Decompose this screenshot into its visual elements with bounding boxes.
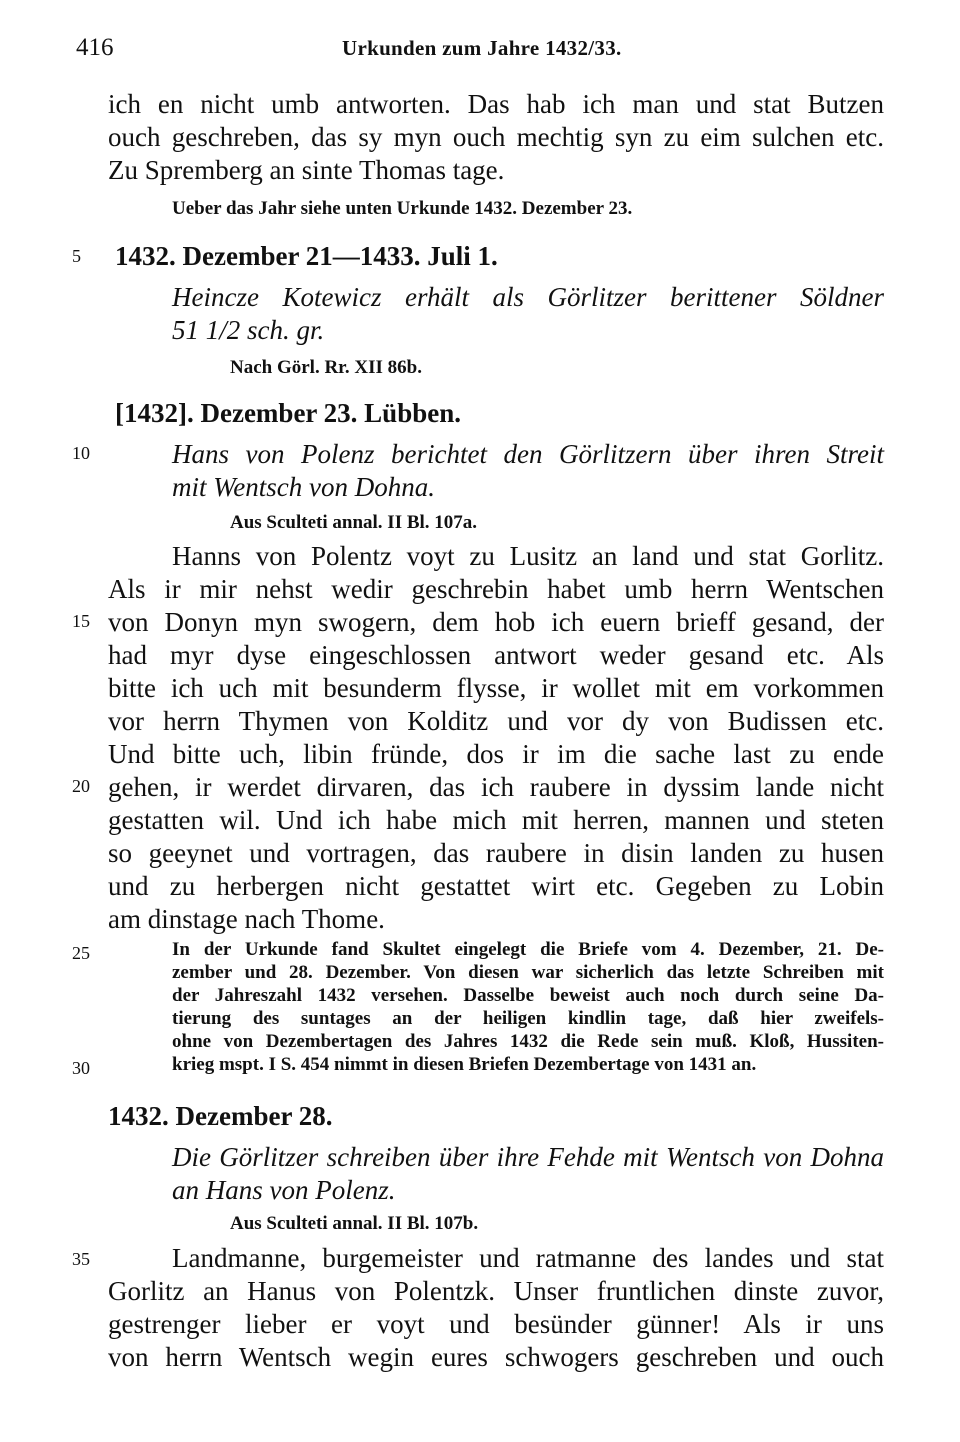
line-number: 5 [72, 246, 81, 266]
doc2-note [172, 938, 884, 1076]
text-line: gestrenger lieber er voyt und besünder günner! Als ir uns [108, 1309, 884, 1339]
line-number: 35 [72, 1249, 90, 1269]
summary-line: mit Wentsch von Dohna. [172, 472, 435, 502]
page-header [76, 34, 886, 64]
note-line: tierung des suntages an der heiligen kindlin tage, daß hier zweifels- [172, 1008, 884, 1029]
text-line: Gorlitz an Hanus von Polentzk. Unser fruntlichen dinste zuvor, [108, 1276, 884, 1306]
doc3-source: Aus Sculteti annal. II Bl. 107b. [230, 1213, 479, 1234]
running-title: Urkunden zum Jahre 1432/33. [342, 36, 622, 60]
doc1-source: Nach Görl. Rr. XII 86b. [230, 357, 422, 378]
note-line: zember und 28. Dezember. Von diesen war sicherlich das letzte Schreiben mit [172, 962, 884, 983]
doc3-heading: 1432. Dezember 28. [108, 1101, 333, 1131]
text-line: von herrn Wentsch wegin eures schwogers geschreben und ouch [108, 1342, 884, 1372]
line-number: 30 [72, 1058, 90, 1078]
text-line: Landmanne, burgemeister und ratmanne des landes und stat [172, 1243, 884, 1273]
text-line: gehen, ir werdet dirvaren, das ich raubere in dyssim lande nicht [108, 772, 884, 802]
summary-line: Heincze Kotewicz erhält als Görlitzer berittener Söldner [172, 282, 884, 312]
opening-text [108, 88, 884, 187]
note-line: krieg mspt. I S. 454 nimmt in diesen Briefen Dezembertage von 1431 an. [172, 1054, 757, 1075]
text-line: ouch geschreben, das sy myn ouch mechtig syn zu eim sulchen etc. [108, 122, 884, 152]
doc2-text [108, 540, 884, 936]
text-line: bitte ich uch mit besunderm flysse, ir wollet mit em vorkommen [108, 673, 884, 703]
text-line: ich en nicht umb antworten. Das hab ich man und stat Butzen [108, 89, 884, 119]
line-number: 25 [72, 943, 90, 963]
summary-line: an Hans von Polenz. [172, 1175, 396, 1205]
summary-line: 51 1/2 sch. gr. [172, 315, 325, 345]
text-line: am dinstage nach Thome. [108, 904, 385, 934]
summary-line: Die Görlitzer schreiben über ihre Fehde mit Wentsch von Dohna [172, 1142, 884, 1172]
text-line: had myr dyse eingeschlossen antwort weder gesand etc. Als [108, 640, 884, 670]
doc3-text [108, 1242, 884, 1374]
text-line: Hanns von Polentz voyt zu Lusitz an land und stat Gorlitz. [172, 541, 884, 571]
doc2-summary [172, 438, 884, 504]
line-number: 10 [72, 443, 90, 463]
text-line: so geeynet und vortragen, das raubere in disin landen zu husen [108, 838, 884, 868]
page-number: 416 [76, 34, 114, 61]
text-line: vor herrn Thymen von Kolditz und vor dy von Budissen etc. [108, 706, 884, 736]
note-line: ohne von Dezembertagen des Jahres 1432 die Rede sein muß. Kloß, Hussiten- [172, 1031, 884, 1052]
doc3-summary [172, 1141, 884, 1207]
doc1-heading: 1432. Dezember 21—1433. Juli 1. [115, 241, 498, 271]
text-line: und zu herbergen nicht gestattet wirt etc. Gegeben zu Lobin [108, 871, 884, 901]
summary-line: Hans von Polenz berichtet den Görlitzern über ihren Streit [172, 439, 884, 469]
doc1-summary [172, 281, 884, 347]
opening-note: Ueber das Jahr siehe unten Urkunde 1432. Dezember 23. [172, 198, 633, 219]
doc2-heading: [1432]. Dezember 23. Lübben. [115, 398, 461, 428]
text-line: Als ir mir nehst wedir geschrebin habet umb herrn Wentschen [108, 574, 884, 604]
text-line: Und bitte uch, libin fründe, dos ir im die sache last zu ende [108, 739, 884, 769]
line-number: 20 [72, 776, 90, 796]
doc2-source: Aus Sculteti annal. II Bl. 107a. [230, 512, 478, 533]
text-line: Zu Spremberg an sinte Thomas tage. [108, 155, 505, 185]
line-number: 15 [72, 611, 90, 631]
text-line: von Donyn myn swogern, dem hob ich euern brieff gesand, der [108, 607, 884, 637]
text-line: gestatten wil. Und ich habe mich mit herren, mannen und steten [108, 805, 884, 835]
note-line: der Jahreszahl 1432 versehen. Dasselbe beweist auch noch durch seine Da- [172, 985, 884, 1006]
note-line: In der Urkunde fand Skultet eingelegt die Briefe vom 4. Dezember, 21. De- [172, 939, 884, 960]
